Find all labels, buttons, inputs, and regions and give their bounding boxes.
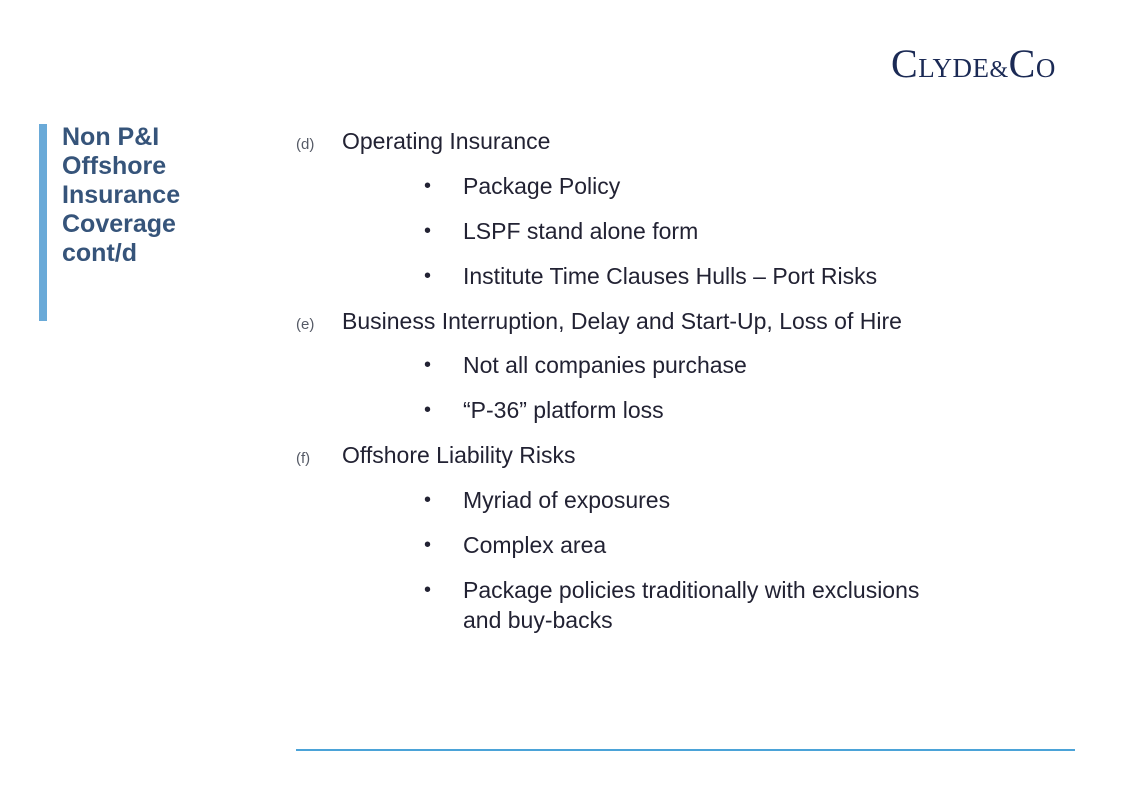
bullet-item: Package Policy <box>463 173 621 199</box>
logo-ampersand: & <box>989 57 1009 83</box>
section-heading-text: Business Interruption, Delay and Start-Up, Loss of Hire <box>342 308 902 334</box>
section-marker: (e) <box>296 316 315 333</box>
bullet-icon: • <box>424 534 432 556</box>
section-heading <box>296 440 576 474</box>
bullet-icon: • <box>424 265 432 287</box>
section-marker: (d) <box>296 136 315 153</box>
logo-letters: O <box>1035 53 1056 83</box>
bullet-item: Myriad of exposures <box>463 487 671 513</box>
section-marker: (f) <box>296 450 311 467</box>
section-heading-text: Offshore Liability Risks <box>342 442 576 468</box>
bullet-item: Institute Time Clauses Hulls – Port Risks <box>463 263 878 289</box>
bullet-icon: • <box>424 489 432 511</box>
section-heading <box>296 306 902 340</box>
bullet-item: LSPF stand alone form <box>463 218 699 244</box>
section-heading-text: Operating Insurance <box>342 128 551 154</box>
bullet-item: Complex area <box>463 532 607 558</box>
bullet-icon: • <box>424 579 432 601</box>
accent-bar <box>39 124 47 321</box>
bullet-icon: • <box>424 399 432 421</box>
slide-title: Non P&I Offshore Insurance Coverage cont/d <box>62 123 181 267</box>
logo-letter: C <box>1008 41 1036 86</box>
section-heading <box>296 126 550 160</box>
bullet-item-continuation: and buy-backs <box>463 607 613 633</box>
bullet-icon: • <box>424 175 432 197</box>
bullet-item: Not all companies purchase <box>463 352 747 378</box>
logo-letters: LYDE <box>918 53 990 83</box>
bullet-item: “P-36” platform loss <box>463 397 664 423</box>
bullet-item: Package policies traditionally with exclusions <box>463 577 920 603</box>
bullet-icon: • <box>424 220 432 242</box>
footer-divider <box>296 749 1075 751</box>
bullet-icon: • <box>424 354 432 376</box>
logo-letter: C <box>891 41 919 86</box>
clyde-co-logo <box>891 40 1056 87</box>
